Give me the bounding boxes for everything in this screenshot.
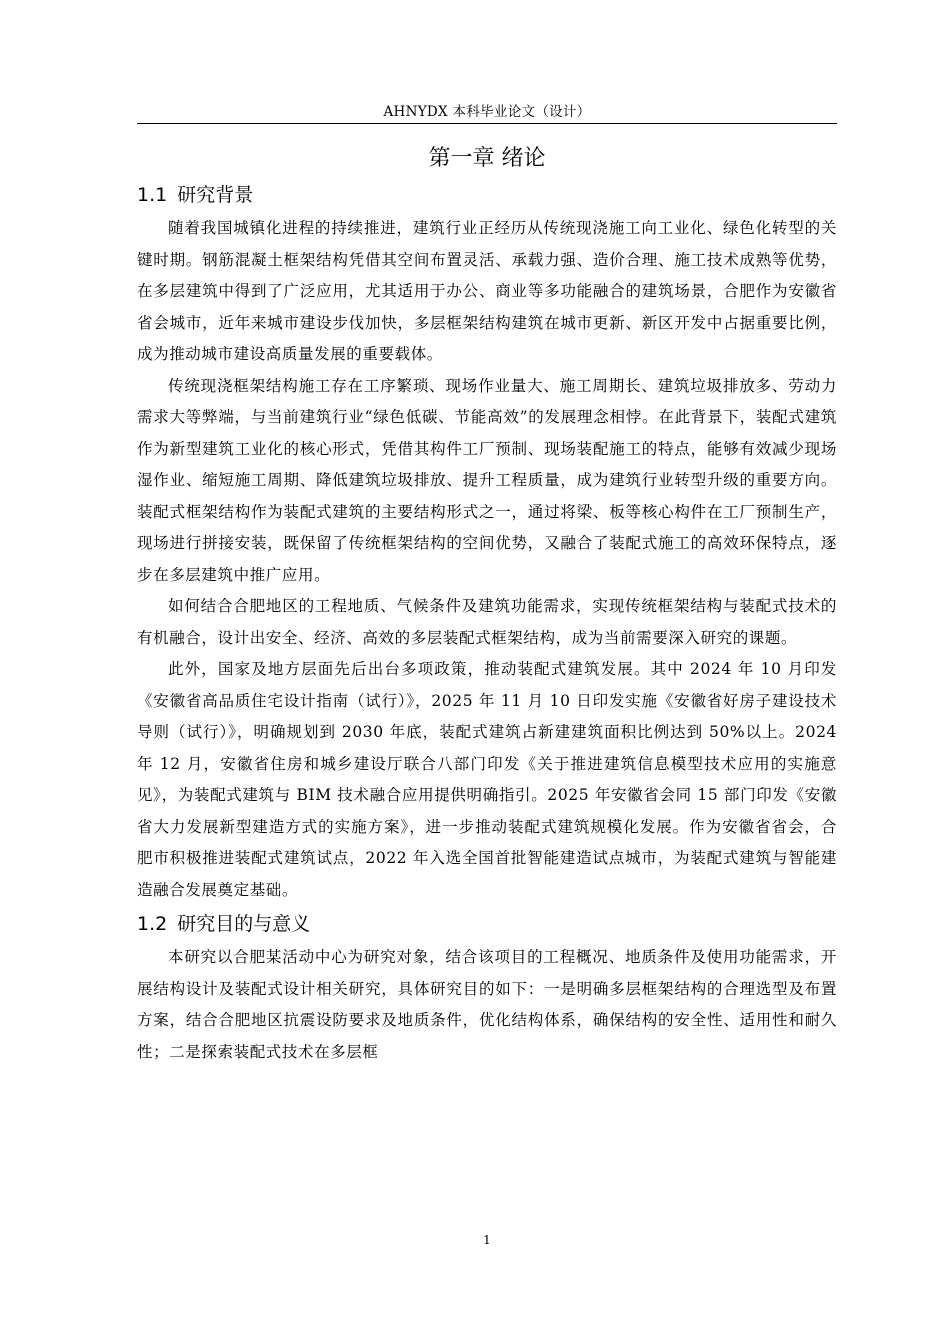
page-number: 1: [483, 1233, 491, 1247]
section-number: 1.2: [137, 913, 168, 935]
section-title: 研究目的与意义: [177, 913, 311, 935]
chapter-title: 第一章 绪论: [428, 146, 546, 171]
paragraph: 如何结合合肥地区的工程地质、气候条件及建筑功能需求，实现传统框架结构与装配式技术的有机融合，设计出安全、经济、高效的多层装配式框架结构，成为当前需要深入研究的课题。: [137, 597, 837, 647]
header-rule: [137, 123, 837, 124]
paragraph: 随着我国城镇化进程的持续推进，建筑行业正经历从传统现浇施工向工业化、绿色化转型的关键时期。钢筋混凝土框架结构凭借其空间布置灵活、承载力强、造价合理、施工技术成熟等优势，在多层建筑中得到了广泛应用，尤其适用于办公、商业等多功能融合的建筑场景，合肥作为安徽省省会城市，近年来城市建设步伐加快，多层框架结构建筑在城市更新、新区开发中占据重要比例，成为推动城市建设高质量发展的重要载体。: [137, 219, 837, 363]
section-heading-1-1: [137, 178, 837, 212]
paragraph: 本研究以合肥某活动中心为研究对象，结合该项目的工程概况、地质条件及使用功能需求，开展结构设计及装配式设计相关研究，具体研究目的如下：一是明确多层框架结构的合理选型及布置方案，结合合肥地区抗震设防要求及地质条件，优化结构体系，确保结构的安全性、适用性和耐久性；二是探索装配式技术在多层框: [137, 948, 837, 1061]
body-content: [137, 178, 837, 1068]
section-title: 研究背景: [177, 184, 254, 206]
paragraph: 此外，国家及地方层面先后出台多项政策，推动装配式建筑发展。其中 2024 年 10 月印发《安徽省高品质住宅设计指南（试行）》，2025 年 11 月 10 日印发实施《安徽省好房子建设技术导则（试行）》，明确规划到 2030 年底，装配式建筑占新建建筑面积比例达到 50%以上。2024 年 12 月，安徽省住房和城乡建设厅联合八部门印发《关于推进建筑信息模型技术应用的实施意见》，为装配式建筑与 BIM 技术融合应用提供明确指引。2025 年安徽省会同 15 部门印发《安徽省大力发展新型建造方式的实施方案》，进一步推动装配式建筑规模化发展。作为安徽省省会，合肥市积极推进装配式建筑试点，2022 年入选全国首批智能建造试点城市，为装配式建筑与智能建造融合发展奠定基础。: [137, 660, 837, 899]
running-header: AHNYDX 本科毕业论文（设计）: [383, 104, 591, 120]
section-number: 1.1: [137, 184, 168, 206]
section-heading-1-2: [137, 907, 837, 941]
paragraph: 传统现浇框架结构施工存在工序繁琐、现场作业量大、施工周期长、建筑垃圾排放多、劳动力需求大等弊端，与当前建筑行业“绿色低碳、节能高效”的发展理念相悖。在此背景下，装配式建筑作为新型建筑工业化的核心形式，凭借其构件工厂预制、现场装配施工的特点，能够有效减少现场湿作业、缩短施工周期、降低建筑垃圾排放、提升工程质量，成为建筑行业转型升级的重要方向。装配式框架结构作为装配式建筑的主要结构形式之一，通过将梁、板等核心构件在工厂预制生产，现场进行拼接安装，既保留了传统框架结构的空间优势，又融合了装配式施工的高效环保特点，逐步在多层建筑中推广应用。: [137, 376, 837, 584]
